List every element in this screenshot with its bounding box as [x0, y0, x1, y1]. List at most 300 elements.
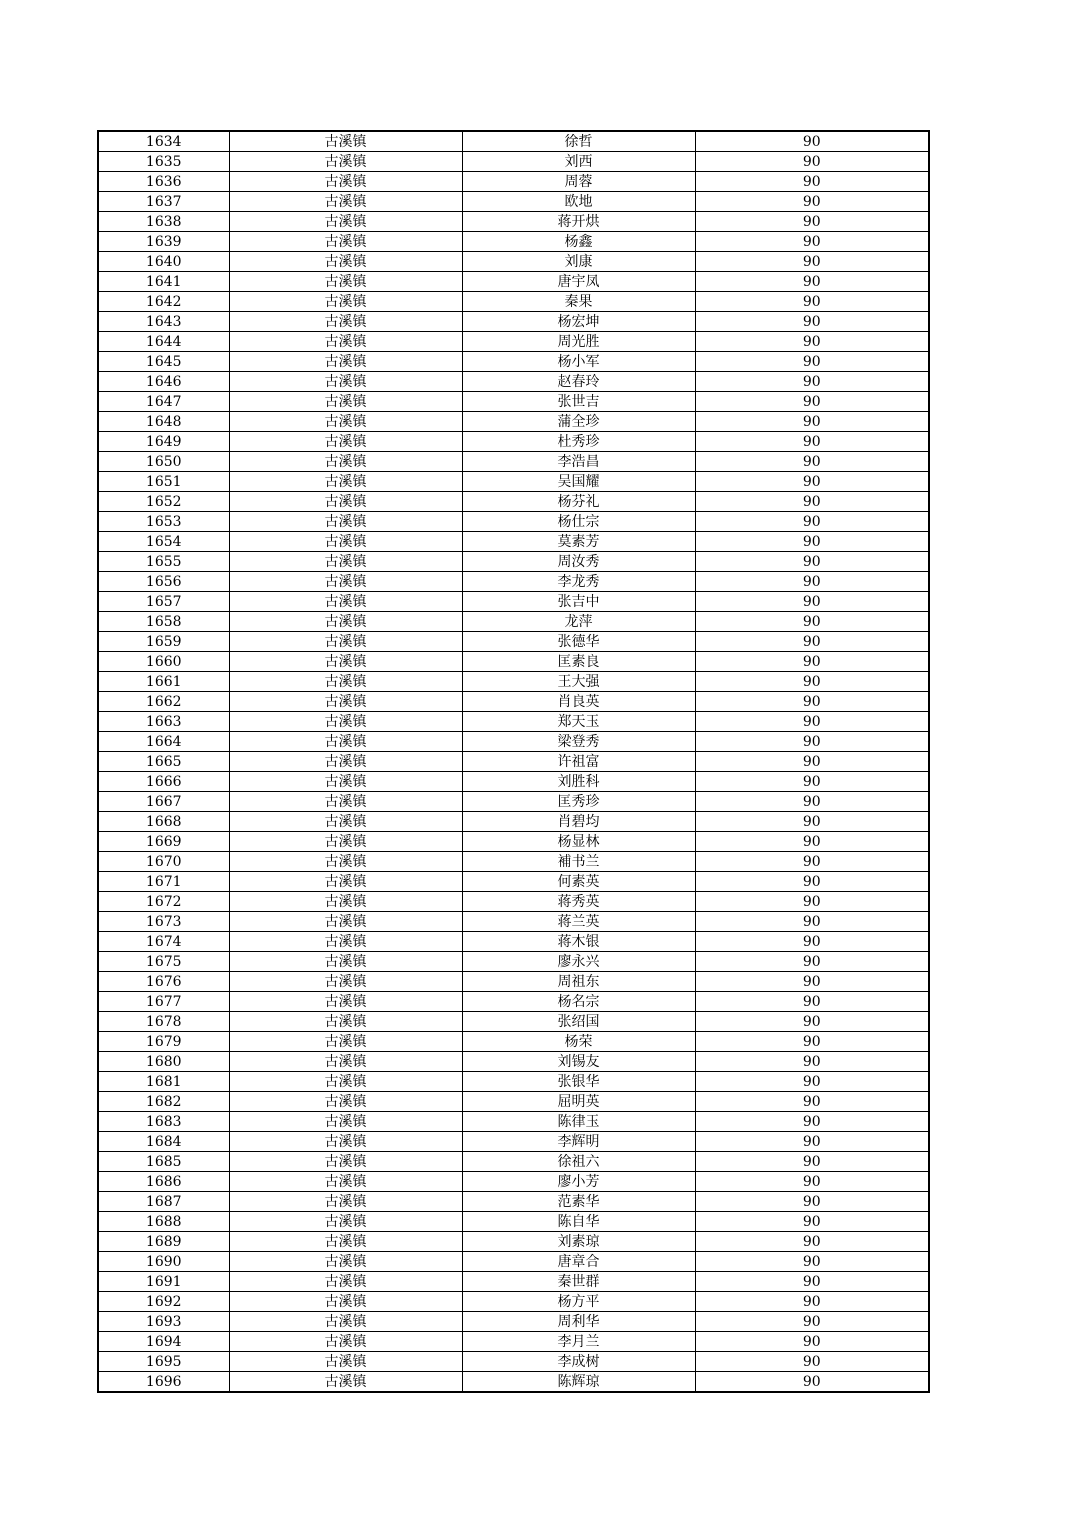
- cell-serial-number: 1675: [98, 952, 229, 972]
- table-row: [98, 692, 929, 712]
- cell-town: 古溪镇: [229, 1232, 462, 1252]
- cell-town: 古溪镇: [229, 1032, 462, 1052]
- cell-town: 古溪镇: [229, 692, 462, 712]
- cell-person-name: 何素英: [462, 872, 695, 892]
- cell-serial-number: 1647: [98, 392, 229, 412]
- table-row: [98, 552, 929, 572]
- cell-serial-number: 1695: [98, 1352, 229, 1372]
- cell-town: 古溪镇: [229, 572, 462, 592]
- table-row: [98, 872, 929, 892]
- table-row: [98, 252, 929, 272]
- cell-person-name: 李浩昌: [462, 452, 695, 472]
- table-row: [98, 1352, 929, 1372]
- cell-amount: 90: [695, 392, 929, 412]
- cell-serial-number: 1686: [98, 1172, 229, 1192]
- cell-amount: 90: [695, 872, 929, 892]
- cell-serial-number: 1660: [98, 652, 229, 672]
- cell-serial-number: 1637: [98, 192, 229, 212]
- cell-amount: 90: [695, 952, 929, 972]
- cell-serial-number: 1677: [98, 992, 229, 1012]
- cell-town: 古溪镇: [229, 492, 462, 512]
- cell-person-name: 张德华: [462, 632, 695, 652]
- cell-serial-number: 1682: [98, 1092, 229, 1112]
- table-row: [98, 532, 929, 552]
- cell-serial-number: 1650: [98, 452, 229, 472]
- table-row: [98, 1012, 929, 1032]
- cell-town: 古溪镇: [229, 952, 462, 972]
- table-row: [98, 452, 929, 472]
- cell-serial-number: 1678: [98, 1012, 229, 1032]
- table-row: [98, 432, 929, 452]
- cell-amount: 90: [695, 572, 929, 592]
- cell-person-name: 屈明英: [462, 1092, 695, 1112]
- cell-serial-number: 1661: [98, 672, 229, 692]
- cell-person-name: 周祖东: [462, 972, 695, 992]
- cell-town: 古溪镇: [229, 1312, 462, 1332]
- cell-person-name: 龙萍: [462, 612, 695, 632]
- cell-amount: 90: [695, 672, 929, 692]
- cell-serial-number: 1641: [98, 272, 229, 292]
- cell-person-name: 蒋开烘: [462, 212, 695, 232]
- table-row: [98, 912, 929, 932]
- cell-amount: 90: [695, 432, 929, 452]
- table-row: [98, 592, 929, 612]
- cell-person-name: 周蓉: [462, 172, 695, 192]
- cell-amount: 90: [695, 172, 929, 192]
- cell-serial-number: 1674: [98, 932, 229, 952]
- cell-serial-number: 1649: [98, 432, 229, 452]
- cell-person-name: 補书兰: [462, 852, 695, 872]
- cell-person-name: 刘西: [462, 152, 695, 172]
- table-row: [98, 952, 929, 972]
- cell-amount: 90: [695, 812, 929, 832]
- cell-serial-number: 1680: [98, 1052, 229, 1072]
- cell-amount: 90: [695, 1032, 929, 1052]
- table-row: [98, 612, 929, 632]
- cell-person-name: 李月兰: [462, 1332, 695, 1352]
- cell-town: 古溪镇: [229, 612, 462, 632]
- cell-person-name: 刘素琼: [462, 1232, 695, 1252]
- cell-town: 古溪镇: [229, 1172, 462, 1192]
- cell-amount: 90: [695, 632, 929, 652]
- cell-person-name: 杨显林: [462, 832, 695, 852]
- cell-amount: 90: [695, 732, 929, 752]
- table-row: [98, 632, 929, 652]
- table-row: [98, 131, 929, 152]
- cell-serial-number: 1652: [98, 492, 229, 512]
- table-row: [98, 712, 929, 732]
- cell-serial-number: 1658: [98, 612, 229, 632]
- cell-town: 古溪镇: [229, 792, 462, 812]
- cell-serial-number: 1664: [98, 732, 229, 752]
- cell-amount: 90: [695, 1212, 929, 1232]
- cell-amount: 90: [695, 1152, 929, 1172]
- cell-serial-number: 1690: [98, 1252, 229, 1272]
- cell-serial-number: 1635: [98, 152, 229, 172]
- cell-serial-number: 1688: [98, 1212, 229, 1232]
- cell-amount: 90: [695, 1012, 929, 1032]
- cell-person-name: 蒋兰英: [462, 912, 695, 932]
- cell-serial-number: 1671: [98, 872, 229, 892]
- cell-person-name: 杨宏坤: [462, 312, 695, 332]
- cell-serial-number: 1662: [98, 692, 229, 712]
- cell-town: 古溪镇: [229, 532, 462, 552]
- cell-person-name: 陈自华: [462, 1212, 695, 1232]
- cell-person-name: 范素华: [462, 1192, 695, 1212]
- table-row: [98, 212, 929, 232]
- table-row: [98, 1132, 929, 1152]
- cell-town: 古溪镇: [229, 552, 462, 572]
- cell-town: 古溪镇: [229, 212, 462, 232]
- table-row: [98, 772, 929, 792]
- cell-person-name: 梁登秀: [462, 732, 695, 752]
- table-row: [98, 152, 929, 172]
- cell-amount: 90: [695, 1072, 929, 1092]
- cell-serial-number: 1681: [98, 1072, 229, 1092]
- cell-serial-number: 1654: [98, 532, 229, 552]
- cell-serial-number: 1653: [98, 512, 229, 532]
- cell-town: 古溪镇: [229, 172, 462, 192]
- table-row: [98, 1272, 929, 1292]
- cell-amount: 90: [695, 692, 929, 712]
- table-row: [98, 1092, 929, 1112]
- table-row: [98, 472, 929, 492]
- table-row: [98, 832, 929, 852]
- table-row: [98, 1332, 929, 1352]
- table-row: [98, 1312, 929, 1332]
- cell-serial-number: 1692: [98, 1292, 229, 1312]
- table-row: [98, 1372, 929, 1393]
- cell-town: 古溪镇: [229, 1152, 462, 1172]
- table-row: [98, 1232, 929, 1252]
- cell-amount: 90: [695, 832, 929, 852]
- cell-person-name: 张吉中: [462, 592, 695, 612]
- cell-serial-number: 1663: [98, 712, 229, 732]
- cell-town: 古溪镇: [229, 412, 462, 432]
- cell-town: 古溪镇: [229, 131, 462, 152]
- table-row: [98, 292, 929, 312]
- table-row: [98, 1292, 929, 1312]
- cell-person-name: 匡秀珍: [462, 792, 695, 812]
- cell-serial-number: 1639: [98, 232, 229, 252]
- cell-amount: 90: [695, 412, 929, 432]
- cell-town: 古溪镇: [229, 852, 462, 872]
- cell-person-name: 郑天玉: [462, 712, 695, 732]
- cell-amount: 90: [695, 852, 929, 872]
- cell-town: 古溪镇: [229, 972, 462, 992]
- cell-town: 古溪镇: [229, 932, 462, 952]
- cell-serial-number: 1669: [98, 832, 229, 852]
- cell-town: 古溪镇: [229, 272, 462, 292]
- table-row: [98, 852, 929, 872]
- table-row: [98, 1172, 929, 1192]
- cell-amount: 90: [695, 272, 929, 292]
- cell-serial-number: 1644: [98, 332, 229, 352]
- cell-town: 古溪镇: [229, 252, 462, 272]
- cell-town: 古溪镇: [229, 672, 462, 692]
- cell-serial-number: 1645: [98, 352, 229, 372]
- cell-person-name: 杨荣: [462, 1032, 695, 1052]
- cell-amount: 90: [695, 1372, 929, 1393]
- cell-town: 古溪镇: [229, 1212, 462, 1232]
- cell-amount: 90: [695, 1352, 929, 1372]
- cell-amount: 90: [695, 552, 929, 572]
- table-row: [98, 312, 929, 332]
- cell-serial-number: 1634: [98, 131, 229, 152]
- cell-amount: 90: [695, 1092, 929, 1112]
- cell-amount: 90: [695, 1312, 929, 1332]
- cell-serial-number: 1673: [98, 912, 229, 932]
- cell-serial-number: 1696: [98, 1372, 229, 1393]
- cell-amount: 90: [695, 652, 929, 672]
- cell-town: 古溪镇: [229, 832, 462, 852]
- cell-serial-number: 1691: [98, 1272, 229, 1292]
- cell-amount: 90: [695, 472, 929, 492]
- cell-person-name: 杨鑫: [462, 232, 695, 252]
- cell-town: 古溪镇: [229, 592, 462, 612]
- cell-person-name: 张绍国: [462, 1012, 695, 1032]
- cell-person-name: 肖良英: [462, 692, 695, 712]
- cell-town: 古溪镇: [229, 312, 462, 332]
- table-row: [98, 412, 929, 432]
- table-row: [98, 572, 929, 592]
- table-row: [98, 672, 929, 692]
- cell-town: 古溪镇: [229, 1052, 462, 1072]
- cell-town: 古溪镇: [229, 452, 462, 472]
- table-row: [98, 752, 929, 772]
- cell-town: 古溪镇: [229, 1372, 462, 1393]
- table-row: [98, 1032, 929, 1052]
- cell-town: 古溪镇: [229, 772, 462, 792]
- cell-serial-number: 1668: [98, 812, 229, 832]
- cell-serial-number: 1655: [98, 552, 229, 572]
- cell-serial-number: 1676: [98, 972, 229, 992]
- cell-town: 古溪镇: [229, 632, 462, 652]
- table-row: [98, 1252, 929, 1272]
- cell-town: 古溪镇: [229, 232, 462, 252]
- cell-amount: 90: [695, 1232, 929, 1252]
- cell-town: 古溪镇: [229, 152, 462, 172]
- cell-town: 古溪镇: [229, 372, 462, 392]
- cell-person-name: 周汝秀: [462, 552, 695, 572]
- cell-person-name: 廖小芳: [462, 1172, 695, 1192]
- cell-person-name: 刘胜科: [462, 772, 695, 792]
- cell-town: 古溪镇: [229, 892, 462, 912]
- cell-amount: 90: [695, 992, 929, 1012]
- cell-amount: 90: [695, 192, 929, 212]
- cell-person-name: 周利华: [462, 1312, 695, 1332]
- cell-town: 古溪镇: [229, 752, 462, 772]
- cell-town: 古溪镇: [229, 432, 462, 452]
- cell-amount: 90: [695, 1272, 929, 1292]
- cell-serial-number: 1672: [98, 892, 229, 912]
- table-row: [98, 352, 929, 372]
- cell-town: 古溪镇: [229, 912, 462, 932]
- cell-amount: 90: [695, 1112, 929, 1132]
- cell-amount: 90: [695, 252, 929, 272]
- cell-town: 古溪镇: [229, 1012, 462, 1032]
- table-row: [98, 272, 929, 292]
- cell-serial-number: 1670: [98, 852, 229, 872]
- cell-town: 古溪镇: [229, 1112, 462, 1132]
- cell-amount: 90: [695, 792, 929, 812]
- cell-serial-number: 1683: [98, 1112, 229, 1132]
- cell-person-name: 蒋秀英: [462, 892, 695, 912]
- cell-person-name: 唐章合: [462, 1252, 695, 1272]
- cell-amount: 90: [695, 972, 929, 992]
- cell-amount: 90: [695, 512, 929, 532]
- cell-person-name: 刘锡友: [462, 1052, 695, 1072]
- cell-person-name: 杨小军: [462, 352, 695, 372]
- table-row: [98, 172, 929, 192]
- cell-serial-number: 1665: [98, 752, 229, 772]
- table-row: [98, 192, 929, 212]
- cell-serial-number: 1684: [98, 1132, 229, 1152]
- table-row: [98, 652, 929, 672]
- cell-serial-number: 1694: [98, 1332, 229, 1352]
- cell-town: 古溪镇: [229, 512, 462, 532]
- table-row: [98, 372, 929, 392]
- cell-town: 古溪镇: [229, 652, 462, 672]
- cell-serial-number: 1687: [98, 1192, 229, 1212]
- cell-serial-number: 1657: [98, 592, 229, 612]
- cell-person-name: 匡素良: [462, 652, 695, 672]
- cell-amount: 90: [695, 372, 929, 392]
- cell-person-name: 周光胜: [462, 332, 695, 352]
- cell-person-name: 张世吉: [462, 392, 695, 412]
- cell-town: 古溪镇: [229, 192, 462, 212]
- cell-town: 古溪镇: [229, 1352, 462, 1372]
- cell-person-name: 徐哲: [462, 131, 695, 152]
- cell-town: 古溪镇: [229, 992, 462, 1012]
- cell-amount: 90: [695, 1132, 929, 1152]
- cell-amount: 90: [695, 232, 929, 252]
- table-row: [98, 792, 929, 812]
- cell-person-name: 肖碧均: [462, 812, 695, 832]
- cell-serial-number: 1643: [98, 312, 229, 332]
- cell-amount: 90: [695, 292, 929, 312]
- cell-town: 古溪镇: [229, 392, 462, 412]
- cell-amount: 90: [695, 1172, 929, 1192]
- cell-town: 古溪镇: [229, 872, 462, 892]
- cell-town: 古溪镇: [229, 1092, 462, 1112]
- roster-table-body: [98, 131, 929, 1392]
- cell-person-name: 李龙秀: [462, 572, 695, 592]
- cell-amount: 90: [695, 332, 929, 352]
- cell-amount: 90: [695, 592, 929, 612]
- cell-town: 古溪镇: [229, 292, 462, 312]
- cell-amount: 90: [695, 131, 929, 152]
- roster-table: [97, 130, 930, 1393]
- cell-town: 古溪镇: [229, 1332, 462, 1352]
- cell-serial-number: 1666: [98, 772, 229, 792]
- cell-serial-number: 1693: [98, 1312, 229, 1332]
- cell-serial-number: 1636: [98, 172, 229, 192]
- cell-serial-number: 1642: [98, 292, 229, 312]
- table-row: [98, 1052, 929, 1072]
- cell-amount: 90: [695, 312, 929, 332]
- table-row: [98, 992, 929, 1012]
- cell-amount: 90: [695, 152, 929, 172]
- table-row: [98, 1152, 929, 1172]
- cell-amount: 90: [695, 1052, 929, 1072]
- cell-person-name: 赵春玲: [462, 372, 695, 392]
- cell-person-name: 杨名宗: [462, 992, 695, 1012]
- table-row: [98, 932, 929, 952]
- cell-person-name: 莫素芳: [462, 532, 695, 552]
- cell-amount: 90: [695, 932, 929, 952]
- cell-serial-number: 1659: [98, 632, 229, 652]
- table-row: [98, 512, 929, 532]
- cell-amount: 90: [695, 612, 929, 632]
- cell-amount: 90: [695, 752, 929, 772]
- cell-person-name: 刘康: [462, 252, 695, 272]
- cell-amount: 90: [695, 492, 929, 512]
- cell-person-name: 秦世群: [462, 1272, 695, 1292]
- table-row: [98, 492, 929, 512]
- cell-person-name: 杨方平: [462, 1292, 695, 1312]
- cell-town: 古溪镇: [229, 1292, 462, 1312]
- cell-serial-number: 1679: [98, 1032, 229, 1052]
- cell-person-name: 秦果: [462, 292, 695, 312]
- cell-town: 古溪镇: [229, 1272, 462, 1292]
- cell-person-name: 蒋木银: [462, 932, 695, 952]
- cell-amount: 90: [695, 1292, 929, 1312]
- cell-person-name: 徐祖六: [462, 1152, 695, 1172]
- table-row: [98, 1112, 929, 1132]
- cell-amount: 90: [695, 912, 929, 932]
- cell-person-name: 张银华: [462, 1072, 695, 1092]
- cell-serial-number: 1689: [98, 1232, 229, 1252]
- cell-person-name: 杜秀珍: [462, 432, 695, 452]
- cell-amount: 90: [695, 452, 929, 472]
- table-row: [98, 232, 929, 252]
- cell-town: 古溪镇: [229, 1252, 462, 1272]
- table-row: [98, 1192, 929, 1212]
- table-row: [98, 812, 929, 832]
- cell-town: 古溪镇: [229, 1072, 462, 1092]
- cell-town: 古溪镇: [229, 732, 462, 752]
- cell-town: 古溪镇: [229, 812, 462, 832]
- cell-person-name: 王大强: [462, 672, 695, 692]
- cell-town: 古溪镇: [229, 352, 462, 372]
- cell-amount: 90: [695, 892, 929, 912]
- cell-amount: 90: [695, 1252, 929, 1272]
- cell-person-name: 杨芬礼: [462, 492, 695, 512]
- cell-person-name: 欧地: [462, 192, 695, 212]
- cell-serial-number: 1651: [98, 472, 229, 492]
- table-row: [98, 972, 929, 992]
- table-row: [98, 332, 929, 352]
- cell-serial-number: 1638: [98, 212, 229, 232]
- table-row: [98, 892, 929, 912]
- cell-person-name: 陈律玉: [462, 1112, 695, 1132]
- cell-serial-number: 1685: [98, 1152, 229, 1172]
- cell-serial-number: 1646: [98, 372, 229, 392]
- cell-serial-number: 1656: [98, 572, 229, 592]
- cell-person-name: 李成树: [462, 1352, 695, 1372]
- cell-town: 古溪镇: [229, 1192, 462, 1212]
- cell-serial-number: 1648: [98, 412, 229, 432]
- cell-town: 古溪镇: [229, 332, 462, 352]
- cell-person-name: 吴国耀: [462, 472, 695, 492]
- cell-person-name: 廖永兴: [462, 952, 695, 972]
- cell-town: 古溪镇: [229, 472, 462, 492]
- cell-amount: 90: [695, 1332, 929, 1352]
- cell-amount: 90: [695, 532, 929, 552]
- table-row: [98, 392, 929, 412]
- cell-person-name: 唐宇凤: [462, 272, 695, 292]
